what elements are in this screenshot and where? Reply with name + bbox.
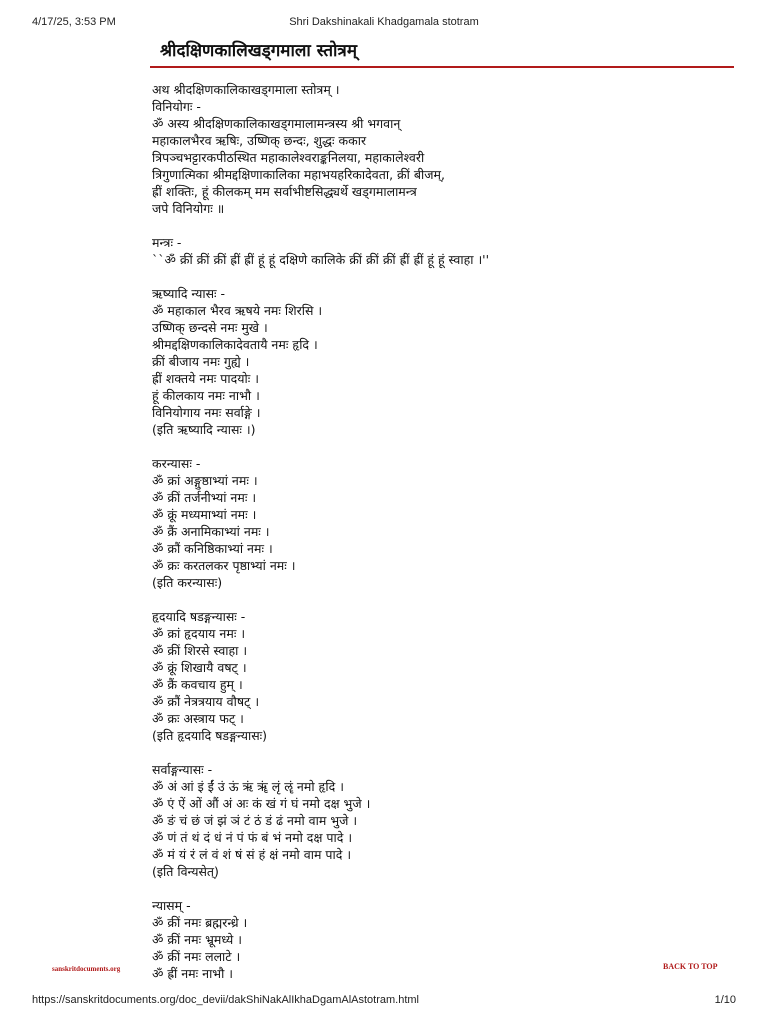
verse-line: ॐ ह्रीं नमः नाभौ । (152, 966, 234, 981)
verse-line: क्रीं बीजाय नमः गुह्ये । (152, 354, 250, 369)
section-heading-line: ऋष्यादि न्यासः - (152, 286, 226, 301)
verse-line: ॐ णं तं थं दं धं नं पं फं बं भं नमो दक्ष पादे । (152, 830, 353, 845)
verse-line: ॐ क्रीं शिरसे स्वाहा । (152, 643, 248, 658)
page-url: https://sanskritdocuments.org/doc_devii/dakShiNakAlIkhaDgamAlAstotram.html (32, 994, 420, 1006)
verse-line: ॐ क्रीं तर्जनीभ्यां नमः । (152, 490, 257, 505)
verse-line: ॐ क्रूं मध्यमाभ्यां नमः । (152, 507, 257, 522)
verse-line: (इति करन्यासः) (152, 575, 223, 590)
verse-line: जपे विनियोगः ॥ (152, 201, 225, 216)
verse-line: त्रिपञ्चभट्टारकपीठस्थित महाकालेश्वराङ्कनिलया, महाकालेश्वरी (152, 150, 425, 165)
stotram-text (152, 81, 712, 982)
back-to-top-link[interactable]: BACK TO TOP (663, 962, 718, 971)
verse-line: ॐ एं ऐं ओं औं अं अः कं खं गं घं नमो दक्ष भुजे । (152, 796, 371, 811)
block-spacer (152, 880, 712, 897)
print-header (0, 16, 768, 32)
verse-line: ॐ क्रीं नमः ब्रह्मरन्ध्रे । (152, 915, 248, 930)
verse-line: ``ॐ क्रीं क्रीं क्रीं ह्रीं ह्रीं हूं हूं दक्षिणे कालिके क्रीं क्रीं क्रीं ह्रीं ह्रीं हूं हूं स्वाहा ।'' (152, 252, 490, 267)
verse-line: ॐ महाकाल भैरव ऋषये नमः शिरसि । (152, 303, 323, 318)
print-page-title: Shri Dakshinakali Khadgamala stotram (289, 16, 479, 28)
verse-line: ॐ क्रैं कवचाय हुम् । (152, 677, 243, 692)
block-spacer (152, 591, 712, 608)
verse-line: ॐ क्रौं कनिष्ठिकाभ्यां नमः । (152, 541, 273, 556)
verse-line: विनियोगाय नमः सर्वाङ्गे । (152, 405, 261, 420)
verse-line: ॐ अस्य श्रीदक्षिणकालिकाखड्गमालामन्त्रस्य श्री भगवान् (152, 116, 401, 131)
verse-line: ह्रीं शक्तिः, हूं कीलकम् मम सर्वाभीष्टसिद्ध्यर्थे खड्गमालामन्त्र (152, 184, 417, 199)
print-footer (0, 994, 768, 1010)
verse-line: ॐ क्रः करतलकर पृष्ठाभ्यां नमः । (152, 558, 296, 573)
section-heading-line: करन्यासः - (152, 456, 201, 471)
verse-line: श्रीमद्दक्षिणकालिकादेवतायै नमः हृदि । (152, 337, 318, 352)
verse-line: (इति विन्यसेत्) (152, 864, 219, 879)
section-heading-line: न्यासम् - (152, 898, 191, 913)
verse-line: (इति हृदयादि षडङ्गन्यासः) (152, 728, 268, 743)
verse-line: विनियोगः - (152, 99, 201, 114)
verse-line: हूं कीलकाय नमः नाभौ । (152, 388, 260, 403)
verse-line: ॐ क्रां हृदयाय नमः । (152, 626, 246, 641)
block-spacer (152, 438, 712, 455)
verse-line: ह्रीं शक्तये नमः पादयोः । (152, 371, 260, 386)
verse-line: (इति ऋष्यादि न्यासः ।) (152, 422, 256, 437)
block-spacer (152, 217, 712, 234)
verse-line: ॐ क्रां अङ्गुष्ठाभ्यां नमः । (152, 473, 258, 488)
page-number: 1/10 (714, 994, 736, 1006)
print-datetime: 4/17/25, 3:53 PM (32, 16, 116, 28)
verse-line: ॐ ङं चं छं जं झं ञं टं ठं डं ढं नमो वाम भुजे । (152, 813, 358, 828)
verse-line: ॐ क्रीं नमः ललाटे । (152, 949, 241, 964)
verse-line: ॐ क्रूं शिखायै वषट् । (152, 660, 247, 675)
block-spacer (152, 268, 712, 285)
verse-line: उष्णिक् छन्दसे नमः मुखे । (152, 320, 268, 335)
verse-line: महाकालभैरव ऋषिः, उष्णिक् छन्दः, शुद्धः ककार (152, 133, 367, 148)
verse-line: ॐ क्रौं नेत्रत्रयाय वौषट् । (152, 694, 260, 709)
verse-line: ॐ क्रैं अनामिकाभ्यां नमः । (152, 524, 270, 539)
document-title: श्रीदक्षिणकालिखड्गमाला स्तोत्रम् (160, 41, 357, 61)
block-spacer (152, 744, 712, 761)
verse-line: ॐ अं आं इं ईं उं ऊं ऋं ॠं लृं ॡं नमो हृदि । (152, 779, 344, 794)
verse-line: ॐ मं यं रं लं वं शं षं सं हं क्षं नमो वाम पादे । (152, 847, 352, 862)
section-heading-line: मन्त्रः - (152, 235, 182, 250)
verse-line: ॐ क्रीं नमः भ्रूमध्ये । (152, 932, 243, 947)
document-title-box (150, 38, 734, 68)
verse-line: ॐ क्रः अस्त्राय फट् । (152, 711, 244, 726)
section-heading-line: अथ श्रीदक्षिणकालिकाखड्गमाला स्तोत्रम् । (152, 82, 340, 97)
verse-line: त्रिगुणात्मिका श्रीमद्दक्षिणाकालिका महाभयहरिकादेवता, क्रीं बीजम्, (152, 167, 445, 182)
section-heading-line: हृदयादि षडङ्गन्यासः - (152, 609, 246, 624)
site-watermark[interactable]: sanskritdocuments.org (52, 965, 121, 973)
section-heading-line: सर्वाङ्गन्यासः - (152, 762, 213, 777)
